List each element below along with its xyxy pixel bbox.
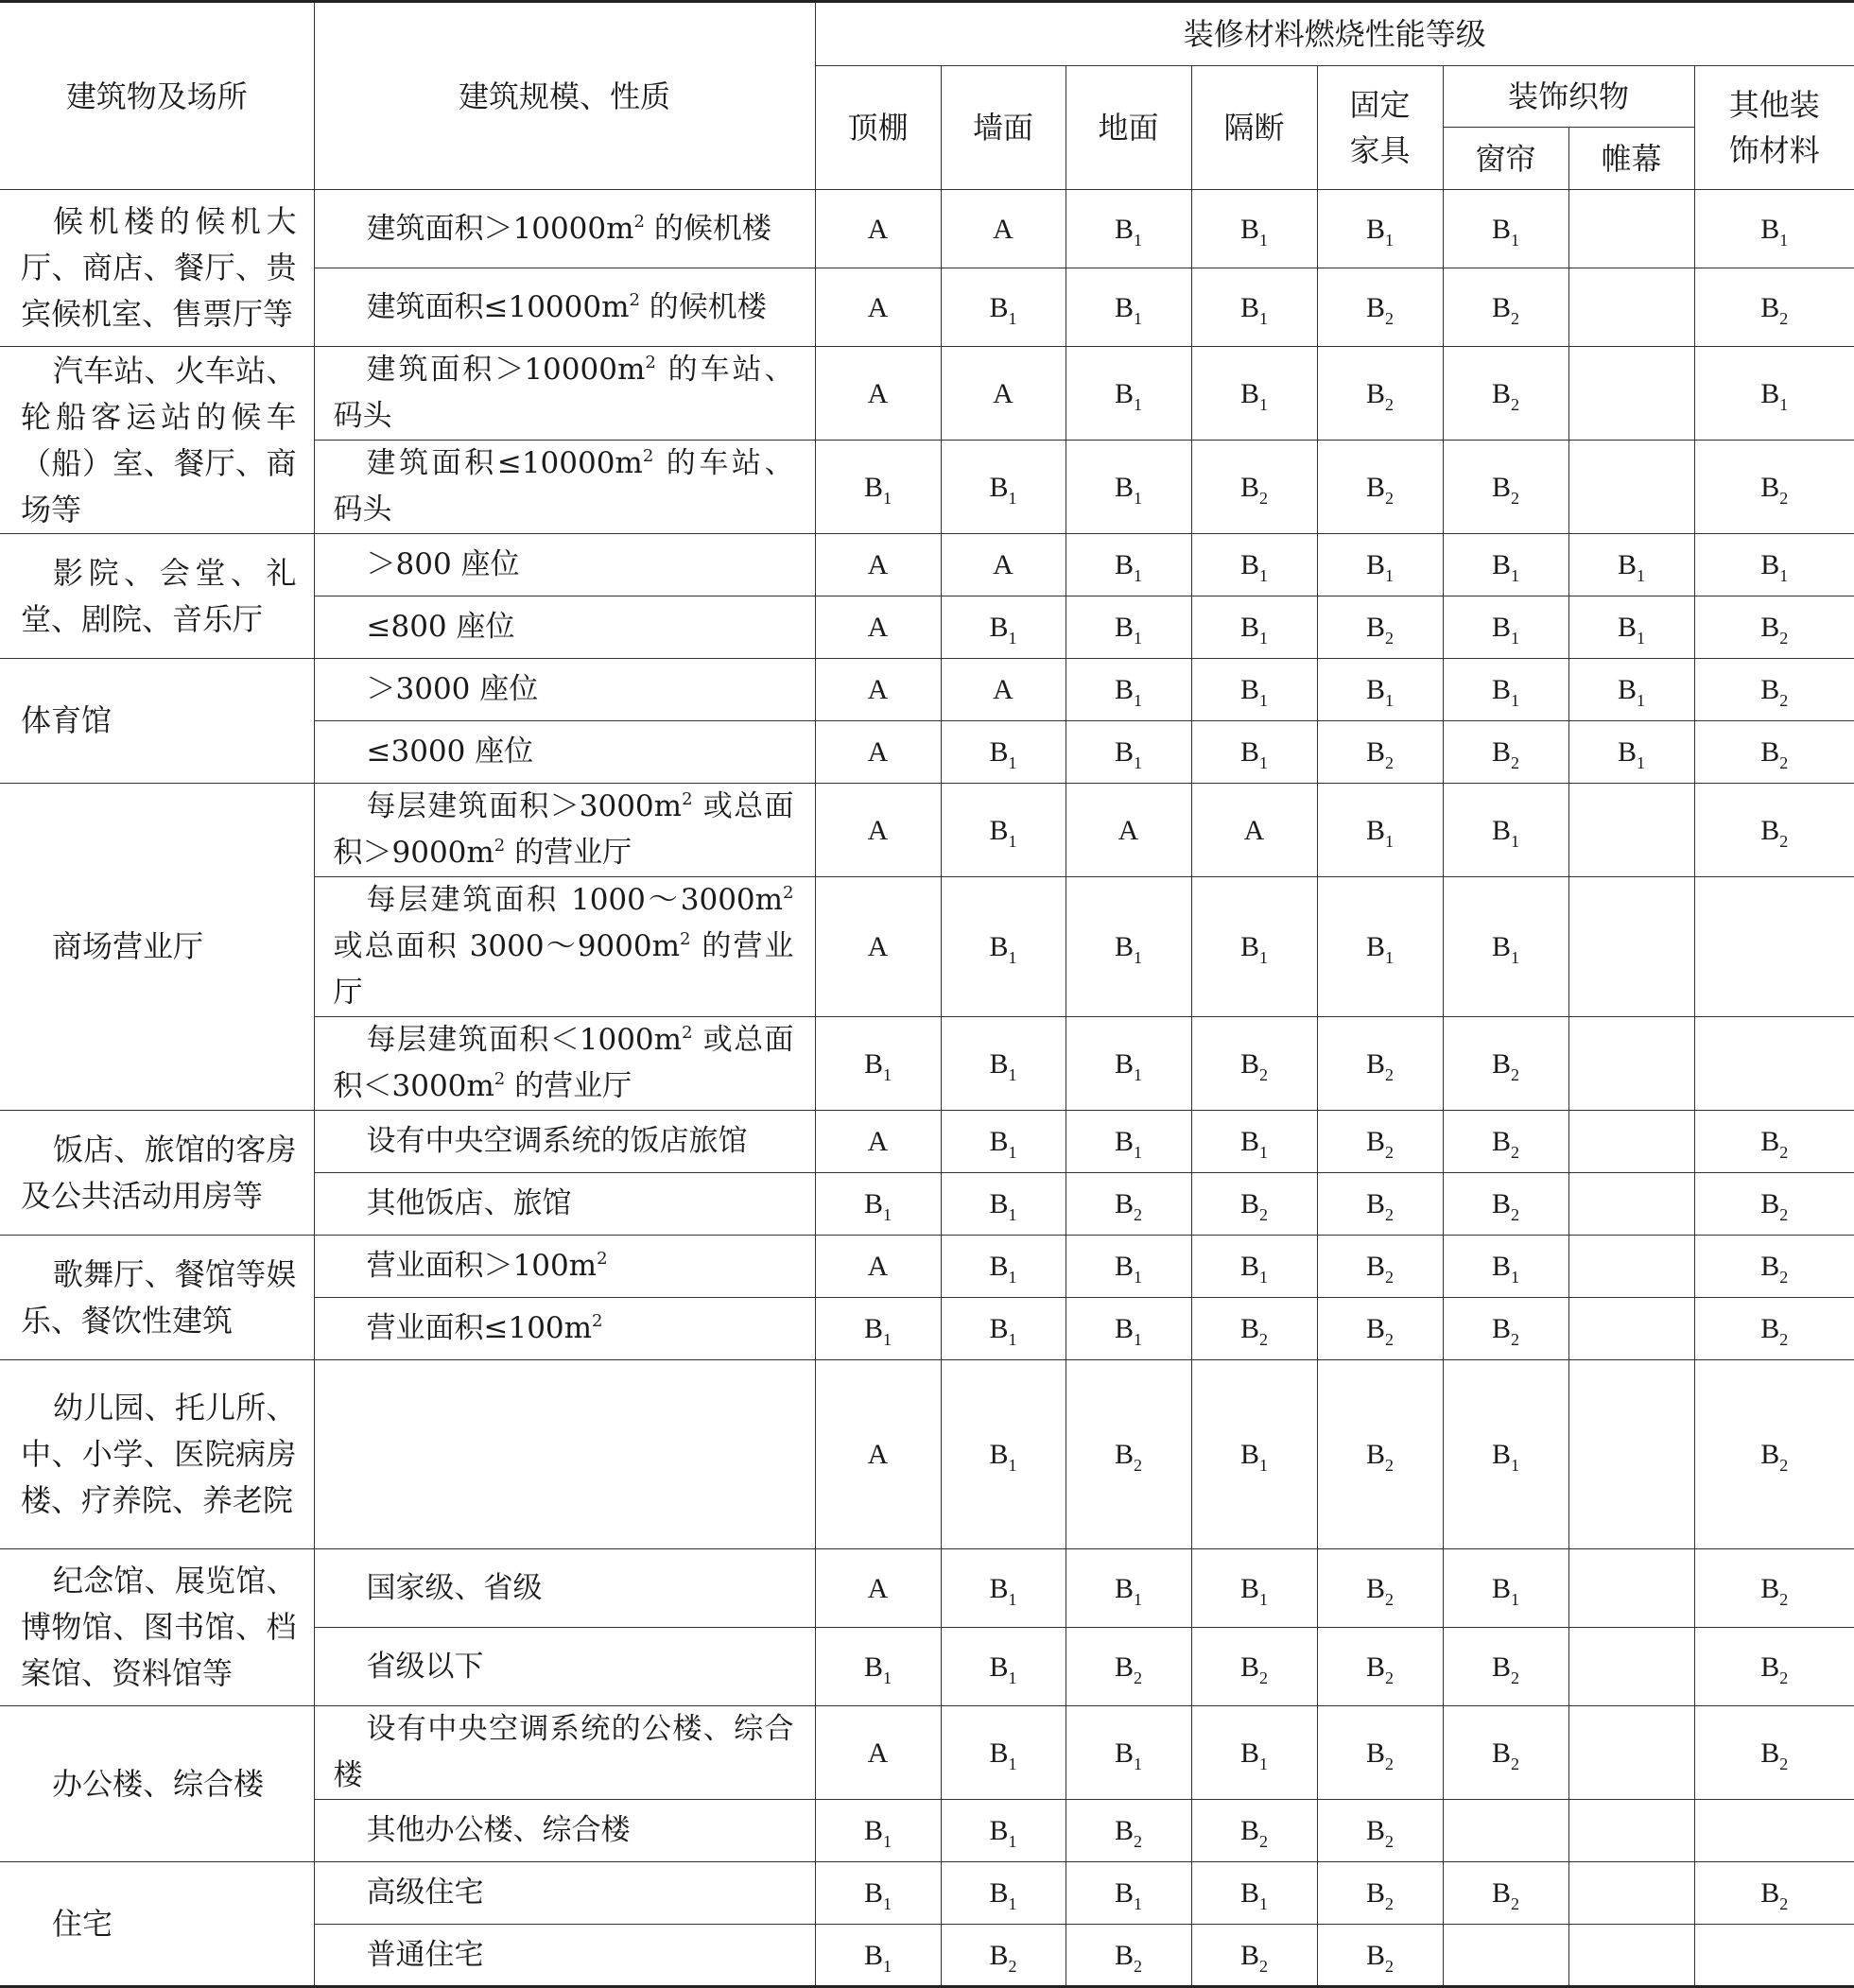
- scale-text: 的候机楼: [639, 289, 767, 324]
- grade-curtain: $B_2$: [1443, 1706, 1568, 1800]
- grade-other: $B_2$: [1694, 1236, 1854, 1298]
- grade-fixed_furniture: $B_2$: [1317, 1017, 1443, 1111]
- header-row-1: [0, 2, 1854, 66]
- grade-ceiling: A: [815, 534, 941, 596]
- scale-cell: [314, 1111, 815, 1173]
- grade-floor: $B_1$: [1066, 1862, 1191, 1925]
- scale-cell: [314, 1298, 815, 1360]
- grade-drape: [1568, 190, 1694, 268]
- grade-curtain: $B_1$: [1443, 1360, 1568, 1549]
- scale-superscript: 2: [494, 836, 506, 856]
- grade-curtain: $B_2$: [1443, 1298, 1568, 1360]
- grade-other: [1694, 1800, 1854, 1862]
- table-row: [0, 1360, 1854, 1549]
- grade-curtain: $B_2$: [1443, 441, 1568, 534]
- grade-partition: $B_1$: [1191, 877, 1317, 1017]
- grade-other: [1694, 1017, 1854, 1111]
- scale-text: 或总面积＜3000m: [333, 1023, 794, 1103]
- scale-text: 每层建筑面积 1000～3000m: [366, 883, 784, 917]
- scale-text: 的车站、码头: [333, 353, 794, 433]
- grade-wall: $B_1$: [941, 596, 1066, 659]
- grade-other: $B_1$: [1694, 534, 1854, 596]
- scale-text: 的营业厅: [505, 836, 632, 870]
- category-cell: 体育馆: [0, 659, 314, 784]
- grade-drape: [1568, 1549, 1694, 1628]
- grade-drape: [1568, 1706, 1694, 1800]
- grade-partition: $B_1$: [1191, 534, 1317, 596]
- grade-curtain: $B_2$: [1443, 347, 1568, 441]
- grade-fixed_furniture: $B_1$: [1317, 784, 1443, 877]
- grade-partition: $B_1$: [1191, 1706, 1317, 1800]
- grade-drape: [1568, 1236, 1694, 1298]
- grade-drape: $B_1$: [1568, 596, 1694, 659]
- grade-fixed_furniture: $B_2$: [1317, 1628, 1443, 1706]
- grade-wall: $B_1$: [941, 1360, 1066, 1549]
- grade-partition: $B_1$: [1191, 659, 1317, 721]
- grade-curtain: $B_1$: [1443, 659, 1568, 721]
- grade-ceiling: A: [815, 190, 941, 268]
- scale-text: 每层建筑面积＞3000m: [366, 789, 683, 823]
- grade-floor: $B_1$: [1066, 1298, 1191, 1360]
- grade-floor: $B_1$: [1066, 877, 1191, 1017]
- grade-wall: $B_1$: [941, 1298, 1066, 1360]
- scale-cell: [314, 1628, 815, 1706]
- scale-text: 建筑面积≤10000m: [366, 446, 643, 480]
- table-row: [0, 1549, 1854, 1628]
- header-drape: 帷幕: [1568, 128, 1694, 190]
- grade-wall: A: [941, 659, 1066, 721]
- grade-drape: [1568, 268, 1694, 347]
- grade-floor: $B_2$: [1066, 1173, 1191, 1236]
- grade-wall: A: [941, 534, 1066, 596]
- grade-drape: [1568, 347, 1694, 441]
- scale-superscript: 2: [494, 1069, 506, 1089]
- category-cell: 商场营业厅: [0, 784, 314, 1111]
- scale-text: ＞3000 座位: [366, 672, 539, 706]
- grade-fixed_furniture: $B_2$: [1317, 1925, 1443, 1987]
- header-fixed-furniture: 固定家具: [1317, 66, 1443, 190]
- scale-cell: [314, 596, 815, 659]
- grade-curtain: $B_2$: [1443, 268, 1568, 347]
- grade-floor: $B_1$: [1066, 659, 1191, 721]
- grade-drape: [1568, 441, 1694, 534]
- grade-curtain: $B_2$: [1443, 721, 1568, 784]
- grade-ceiling: A: [815, 596, 941, 659]
- scale-cell: [314, 1360, 815, 1549]
- scale-text: 其他饭店、旅馆: [366, 1186, 572, 1220]
- grade-wall: $B_1$: [941, 1628, 1066, 1706]
- scale-cell: [314, 534, 815, 596]
- grade-partition: $B_1$: [1191, 1549, 1317, 1628]
- grade-fixed_furniture: $B_2$: [1317, 347, 1443, 441]
- grade-other: $B_2$: [1694, 659, 1854, 721]
- grade-curtain: $B_2$: [1443, 1017, 1568, 1111]
- scale-text: 或总面积＞9000m: [333, 789, 794, 870]
- grade-fixed_furniture: $B_2$: [1317, 1173, 1443, 1236]
- grade-partition: $B_1$: [1191, 347, 1317, 441]
- scale-cell: [314, 1236, 815, 1298]
- grade-floor: A: [1066, 784, 1191, 877]
- scale-cell: [314, 659, 815, 721]
- grade-ceiling: $B_1$: [815, 1017, 941, 1111]
- scale-cell: [314, 1017, 815, 1111]
- grade-floor: $B_1$: [1066, 1706, 1191, 1800]
- grade-floor: $B_1$: [1066, 1111, 1191, 1173]
- scale-superscript: 2: [597, 1249, 608, 1269]
- grade-partition: $B_1$: [1191, 268, 1317, 347]
- grade-fixed_furniture: $B_1$: [1317, 877, 1443, 1017]
- category-cell: 候机楼的候机大厅、商店、餐厅、贵宾候机室、售票厅等: [0, 190, 314, 347]
- grade-partition: $B_1$: [1191, 596, 1317, 659]
- scale-superscript: 2: [682, 789, 693, 809]
- grade-fixed_furniture: $B_2$: [1317, 721, 1443, 784]
- scale-cell: [314, 877, 815, 1017]
- grade-other: $B_2$: [1694, 1173, 1854, 1236]
- scale-text: 建筑面积≤10000m: [366, 289, 630, 324]
- grade-floor: $B_2$: [1066, 1800, 1191, 1862]
- grade-drape: [1568, 1800, 1694, 1862]
- grade-other: $B_1$: [1694, 347, 1854, 441]
- scale-text: 其他办公楼、综合楼: [366, 1813, 631, 1847]
- grade-ceiling: $B_1$: [815, 1925, 941, 1987]
- table-row: [0, 1236, 1854, 1298]
- grade-wall: A: [941, 347, 1066, 441]
- scale-text: 每层建筑面积＜1000m: [366, 1023, 683, 1057]
- grade-ceiling: A: [815, 784, 941, 877]
- grade-floor: $B_1$: [1066, 1017, 1191, 1111]
- grade-ceiling: $B_1$: [815, 1628, 941, 1706]
- scale-cell: [314, 721, 815, 784]
- grade-ceiling: A: [815, 1706, 941, 1800]
- grade-wall: $B_1$: [941, 1706, 1066, 1800]
- grade-wall: $B_1$: [941, 268, 1066, 347]
- grade-wall: $B_1$: [941, 877, 1066, 1017]
- scale-superscript: 2: [783, 883, 794, 903]
- scale-superscript: 2: [629, 289, 640, 310]
- grade-fixed_furniture: $B_1$: [1317, 190, 1443, 268]
- grade-fixed_furniture: $B_2$: [1317, 1236, 1443, 1298]
- category-cell: 纪念馆、展览馆、博物馆、图书馆、档案馆、资料馆等: [0, 1549, 314, 1706]
- grade-fixed_furniture: $B_1$: [1317, 534, 1443, 596]
- grade-drape: [1568, 1111, 1694, 1173]
- grade-curtain: [1443, 1925, 1568, 1987]
- scale-text: 营业面积≤100m: [366, 1311, 593, 1345]
- scale-text: 建筑面积＞10000m: [366, 353, 646, 387]
- scale-text: ＞800 座位: [366, 547, 520, 581]
- grade-drape: [1568, 1628, 1694, 1706]
- grade-fixed_furniture: $B_2$: [1317, 441, 1443, 534]
- grade-fixed_furniture: $B_2$: [1317, 1298, 1443, 1360]
- grade-other: $B_2$: [1694, 1706, 1854, 1800]
- scale-text: 的候机楼: [644, 211, 771, 246]
- grade-partition: $B_1$: [1191, 1111, 1317, 1173]
- scale-text: ≤3000 座位: [366, 735, 534, 769]
- grade-curtain: $B_2$: [1443, 1628, 1568, 1706]
- grade-ceiling: $B_1$: [815, 1862, 941, 1925]
- grade-ceiling: A: [815, 268, 941, 347]
- scale-text: 国家级、省级: [366, 1570, 543, 1605]
- grade-drape: [1568, 1360, 1694, 1549]
- grade-ceiling: A: [815, 347, 941, 441]
- grade-fixed_furniture: $B_2$: [1317, 1360, 1443, 1549]
- grade-wall: $B_1$: [941, 1017, 1066, 1111]
- table-row: [0, 1111, 1854, 1173]
- grade-wall: $B_1$: [941, 441, 1066, 534]
- grade-fixed_furniture: $B_2$: [1317, 1706, 1443, 1800]
- grade-drape: [1568, 877, 1694, 1017]
- grade-ceiling: A: [815, 877, 941, 1017]
- grade-ceiling: A: [815, 1549, 941, 1628]
- header-scale: 建筑规模、性质: [314, 2, 815, 190]
- scale-cell: [314, 1549, 815, 1628]
- header-rating-group: 装修材料燃烧性能等级: [815, 2, 1854, 66]
- grade-drape: [1568, 1862, 1694, 1925]
- scale-cell: [314, 1925, 815, 1987]
- grade-other: $B_2$: [1694, 1862, 1854, 1925]
- grade-partition: $B_1$: [1191, 1360, 1317, 1549]
- grade-other: [1694, 877, 1854, 1017]
- scale-cell: [314, 784, 815, 877]
- grade-floor: $B_1$: [1066, 534, 1191, 596]
- category-cell: 影院、会堂、礼堂、剧院、音乐厅: [0, 534, 314, 659]
- grade-ceiling: $B_1$: [815, 1298, 941, 1360]
- grade-other: $B_2$: [1694, 441, 1854, 534]
- table-row: [0, 347, 1854, 441]
- grade-ceiling: A: [815, 1360, 941, 1549]
- grade-fixed_furniture: $B_2$: [1317, 596, 1443, 659]
- category-cell: 饭店、旅馆的客房及公共活动用房等: [0, 1111, 314, 1236]
- table-row: [0, 1706, 1854, 1800]
- grade-wall: $B_1$: [941, 1236, 1066, 1298]
- grade-drape: [1568, 784, 1694, 877]
- category-cell: 住宅: [0, 1862, 314, 1987]
- grade-drape: [1568, 1173, 1694, 1236]
- header-other: 其他装饰材料: [1694, 66, 1854, 190]
- grade-other: $B_2$: [1694, 784, 1854, 877]
- grade-other: $B_2$: [1694, 268, 1854, 347]
- scale-text: 或总面积 3000～9000m: [333, 929, 680, 963]
- grade-floor: $B_1$: [1066, 596, 1191, 659]
- category-cell: 汽车站、火车站、轮船客运站的候车（船）室、餐厅、商场等: [0, 347, 314, 534]
- scale-superscript: 2: [592, 1311, 603, 1331]
- grade-fixed_furniture: $B_2$: [1317, 268, 1443, 347]
- grade-curtain: [1443, 1800, 1568, 1862]
- grade-fixed_furniture: $B_2$: [1317, 1549, 1443, 1628]
- header-floor: 地面: [1066, 66, 1191, 190]
- grade-wall: $B_1$: [941, 1111, 1066, 1173]
- scale-superscript: 2: [633, 211, 645, 232]
- grade-other: $B_2$: [1694, 1111, 1854, 1173]
- grade-wall: A: [941, 190, 1066, 268]
- grade-floor: $B_2$: [1066, 1360, 1191, 1549]
- grade-partition: $B_1$: [1191, 1862, 1317, 1925]
- grade-ceiling: $B_1$: [815, 1800, 941, 1862]
- grade-partition: $B_2$: [1191, 1925, 1317, 1987]
- grade-drape: [1568, 1298, 1694, 1360]
- grade-fixed_furniture: $B_1$: [1317, 659, 1443, 721]
- grade-curtain: $B_1$: [1443, 596, 1568, 659]
- grade-partition: $B_1$: [1191, 190, 1317, 268]
- grade-wall: $B_1$: [941, 1800, 1066, 1862]
- scale-text: 省级以下: [366, 1649, 484, 1684]
- header-ceiling: 顶棚: [815, 66, 941, 190]
- grade-curtain: $B_1$: [1443, 784, 1568, 877]
- grade-curtain: $B_2$: [1443, 1111, 1568, 1173]
- grade-wall: $B_1$: [941, 721, 1066, 784]
- grade-other: [1694, 1925, 1854, 1987]
- grade-curtain: $B_1$: [1443, 1236, 1568, 1298]
- scale-text: 的车站、码头: [333, 446, 794, 527]
- table-row: [0, 534, 1854, 596]
- header-curtain: 窗帘: [1443, 128, 1568, 190]
- table-row: [0, 784, 1854, 877]
- grade-wall: $B_2$: [941, 1925, 1066, 1987]
- scale-cell: [314, 1862, 815, 1925]
- grade-curtain: $B_1$: [1443, 1549, 1568, 1628]
- grade-partition: $B_2$: [1191, 1800, 1317, 1862]
- scale-text: ≤800 座位: [366, 610, 515, 644]
- grade-floor: $B_1$: [1066, 1236, 1191, 1298]
- grade-floor: $B_1$: [1066, 347, 1191, 441]
- grade-curtain: $B_1$: [1443, 534, 1568, 596]
- category-cell: 歌舞厅、餐馆等娱乐、餐饮性建筑: [0, 1236, 314, 1360]
- grade-drape: $B_1$: [1568, 721, 1694, 784]
- grade-floor: $B_2$: [1066, 1925, 1191, 1987]
- grade-ceiling: A: [815, 721, 941, 784]
- header-wall: 墙面: [941, 66, 1066, 190]
- grade-partition: $B_2$: [1191, 1017, 1317, 1111]
- grade-curtain: $B_1$: [1443, 190, 1568, 268]
- header-building: 建筑物及场所: [0, 2, 314, 190]
- grade-floor: $B_1$: [1066, 1549, 1191, 1628]
- scale-text: 设有中央空调系统的饭店旅馆: [366, 1124, 748, 1158]
- grade-drape: [1568, 1925, 1694, 1987]
- grade-floor: $B_1$: [1066, 721, 1191, 784]
- grade-floor: $B_1$: [1066, 190, 1191, 268]
- grade-drape: $B_1$: [1568, 534, 1694, 596]
- scale-text: 建筑面积＞10000m: [366, 211, 634, 246]
- scale-superscript: 2: [642, 446, 654, 466]
- table-row: [0, 190, 1854, 268]
- grade-wall: $B_1$: [941, 1173, 1066, 1236]
- grade-fixed_furniture: $B_2$: [1317, 1862, 1443, 1925]
- scale-cell: [314, 347, 815, 441]
- grade-curtain: $B_2$: [1443, 1862, 1568, 1925]
- grade-floor: $B_2$: [1066, 1628, 1191, 1706]
- scale-cell: [314, 441, 815, 534]
- grade-ceiling: A: [815, 1236, 941, 1298]
- grade-ceiling: A: [815, 659, 941, 721]
- scale-superscript: 2: [679, 929, 691, 949]
- scale-superscript: 2: [645, 353, 656, 372]
- grade-ceiling: A: [815, 1111, 941, 1173]
- table-row: [0, 1862, 1854, 1925]
- grade-other: $B_2$: [1694, 1298, 1854, 1360]
- grade-partition: $B_2$: [1191, 441, 1317, 534]
- grade-curtain: $B_1$: [1443, 877, 1568, 1017]
- grade-wall: $B_1$: [941, 1549, 1066, 1628]
- scale-text: 的营业厅: [505, 1069, 632, 1103]
- grade-other: $B_2$: [1694, 1628, 1854, 1706]
- scale-cell: [314, 1800, 815, 1862]
- header-textiles: 装饰织物: [1443, 66, 1694, 128]
- scale-cell: [314, 1706, 815, 1800]
- grade-partition: A: [1191, 784, 1317, 877]
- grade-floor: $B_1$: [1066, 268, 1191, 347]
- scale-text: 普通住宅: [366, 1937, 484, 1972]
- grade-drape: $B_1$: [1568, 659, 1694, 721]
- grade-ceiling: $B_1$: [815, 1173, 941, 1236]
- grade-partition: $B_2$: [1191, 1628, 1317, 1706]
- scale-text: 营业面积＞100m: [366, 1249, 598, 1283]
- grade-partition: $B_2$: [1191, 1173, 1317, 1236]
- grade-other: $B_2$: [1694, 1360, 1854, 1549]
- table-row: [0, 659, 1854, 721]
- scale-text: 设有中央空调系统的公楼、综合楼: [333, 1712, 794, 1792]
- grade-wall: $B_1$: [941, 1862, 1066, 1925]
- grade-other: $B_2$: [1694, 721, 1854, 784]
- grade-partition: $B_2$: [1191, 1298, 1317, 1360]
- scale-text: 高级住宅: [366, 1876, 484, 1910]
- grade-ceiling: $B_1$: [815, 441, 941, 534]
- grade-curtain: $B_2$: [1443, 1173, 1568, 1236]
- grade-wall: $B_1$: [941, 784, 1066, 877]
- scale-cell: [314, 190, 815, 268]
- scale-superscript: 2: [682, 1023, 693, 1043]
- grade-partition: $B_1$: [1191, 1236, 1317, 1298]
- grade-other: $B_2$: [1694, 596, 1854, 659]
- category-cell: 幼儿园、托儿所、中、小学、医院病房楼、疗养院、养老院: [0, 1360, 314, 1549]
- grade-other: $B_2$: [1694, 1549, 1854, 1628]
- grade-fixed_furniture: $B_2$: [1317, 1111, 1443, 1173]
- grade-partition: $B_1$: [1191, 721, 1317, 784]
- grade-drape: [1568, 1017, 1694, 1111]
- grade-other: $B_1$: [1694, 190, 1854, 268]
- scale-cell: [314, 268, 815, 347]
- header-partition: 隔断: [1191, 66, 1317, 190]
- category-cell: 办公楼、综合楼: [0, 1706, 314, 1862]
- grade-floor: $B_1$: [1066, 441, 1191, 534]
- scale-text: 的营业厅: [333, 929, 794, 1010]
- grade-fixed_furniture: $B_2$: [1317, 1800, 1443, 1862]
- scale-cell: [314, 1173, 815, 1236]
